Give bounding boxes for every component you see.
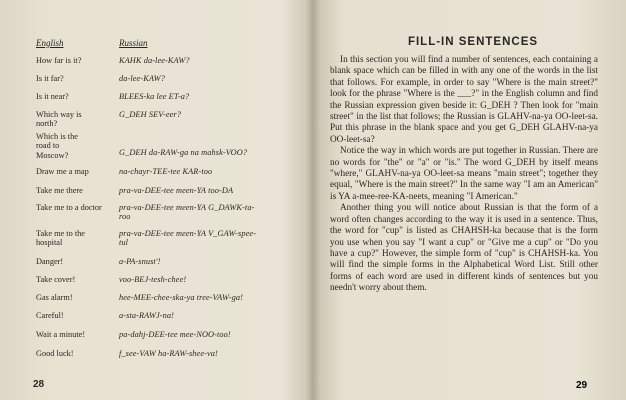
phrase-russian: BLEES-ka lee ET-a? [119, 92, 190, 101]
phrase-russian: pra-va-DEE-tee meen-YA G_DAWK-ta-roo [119, 203, 255, 222]
english-column-header: English [36, 38, 64, 48]
left-page [0, 0, 306, 400]
phrase-russian: hee-MEE-chee-ska-ya tree-VAW-ga! [119, 293, 243, 302]
phrase-english: Which is the road to Moscow? [36, 132, 78, 160]
phrase-english: Is it near? [36, 92, 69, 101]
phrase-russian: da-lee-KAW? [119, 74, 165, 83]
phrase-russian: f_see-VAW ha-RAW-shee-va! [119, 349, 218, 358]
phrase-russian: pra-va-DEE-tee meen-YA V_GAW-spee-tul [119, 229, 257, 248]
phrase-russian: a-sta-RAWJ-na! [119, 311, 175, 320]
phrase-english: Gas alarm! [36, 293, 73, 302]
paragraph: In this section you will find a number of sentences, each containing a blank space which can be filled in with any one of the words in the list that follows. For example, in order to say "Where is the main street?" look for the phrase "Where is the ___?" in the English column and find the Russian expression given beside it: G_DEH ? Then look for "main street" in the list that follows; the Russian is GLAHV-na-ya OO-leet-sa. Put this phrase in the blank space and you get G_DEH GLAHV-na-ya OO-leet-sa? [330, 55, 598, 145]
phrase-english: Careful! [36, 311, 64, 320]
phrase-english: Good luck! [36, 349, 74, 358]
phrase-english: Is it far? [36, 74, 64, 83]
phrase-english: How far is it? [36, 56, 82, 65]
book-gutter [306, 0, 320, 400]
page-number: 29 [576, 380, 588, 391]
phrase-english: Draw me a map [36, 167, 89, 176]
phrase-russian: voo-BEJ-tesh-chee! [119, 275, 187, 284]
phrase-russian: na-chayr-TEE-tee KAR-too [119, 167, 213, 176]
phrase-russian: pra-va-DEE-tee meen-YA too-DA [119, 186, 234, 195]
phrase-english: Wait a minute! [36, 330, 86, 339]
paragraph: Another thing you will notice about Russian is that the form of a word often changes according to the way it is used in a sentence. Thus, the word for "cup" is listed as CHAHSH-ka because that is the form you use when you say "I want a cup" or "Give me a cup" or "Do you have a cup?" However, the simple form of "cup" is CHAHSH-ka. You will find the simple forms in the Alphabetical Word List. Still other forms of each word are used in different kinds of sentences but you needn't worry about them. [330, 203, 598, 294]
phrase-english: Which way is north? [36, 110, 82, 129]
phrase-english: Take cover! [36, 275, 76, 284]
phrase-english: Take me there [36, 186, 83, 195]
phrase-russian: KAHK da-lee-KAW? [119, 56, 190, 65]
phrase-english: Take me to a doctor [36, 203, 102, 212]
page-number: 28 [33, 379, 45, 390]
phrase-english: Take me to the hospital [36, 229, 85, 248]
phrase-russian: a-PA-snust'! [119, 257, 161, 266]
russian-column-header: Russian [119, 38, 148, 48]
section-body [330, 55, 598, 295]
phrase-english: Danger! [36, 257, 64, 266]
phrase-russian: G_DEH da-RAW-ga na mahsk-VOO? [119, 148, 248, 157]
phrase-russian: pa-dahj-DEE-tee mee-NOO-too! [119, 330, 231, 339]
paragraph: Notice the way in which words are put together in Russian. There are no words for "the" or "a" or "is." The word G_DEH by itself means "where," GLAHV-na-ya OO-leet-sa means "main street"; together they equal, "Where is the main street?" In the same way "I am an American" is YA a-mee-ree-KA-neets, meaning "I American." [330, 146, 598, 202]
phrase-russian: G_DEH SEV-eer? [119, 110, 181, 119]
section-title: FILL-IN SENTENCES [407, 36, 539, 48]
